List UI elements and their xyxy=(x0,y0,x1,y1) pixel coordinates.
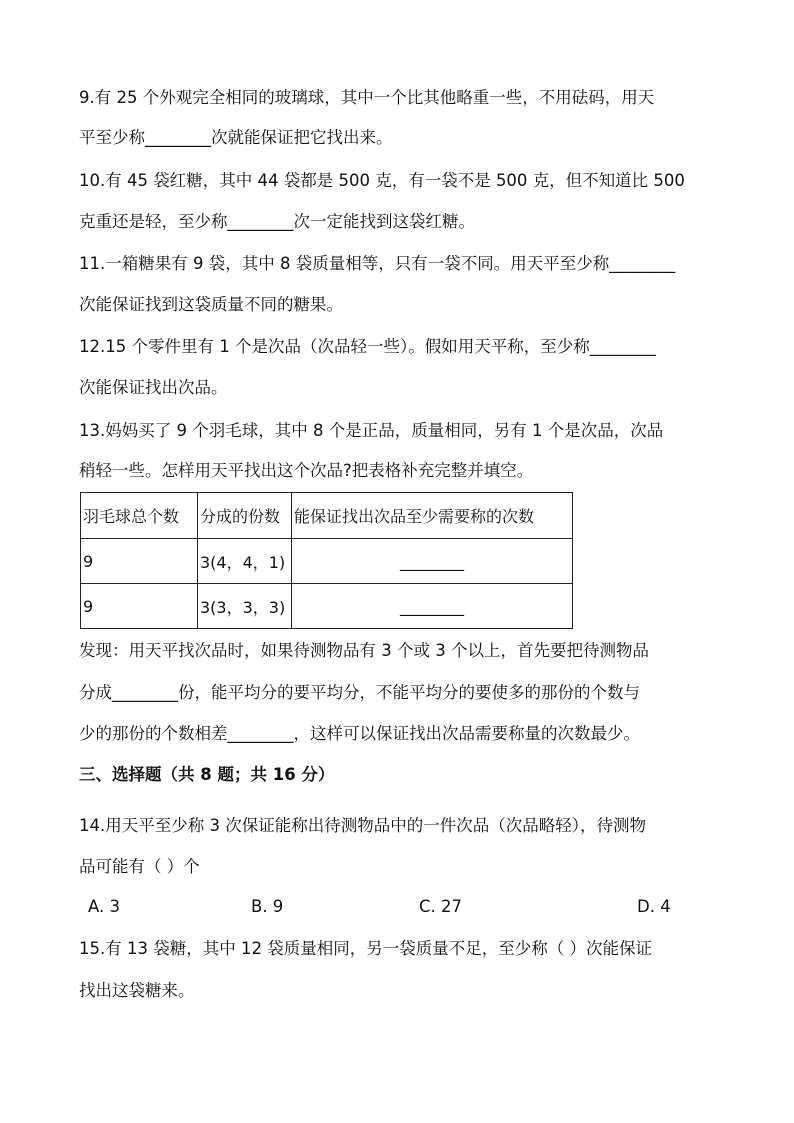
header-total-count: 羽毛球总个数 xyxy=(81,493,198,539)
q14-line-2: 品可能有（ ）个 xyxy=(79,857,200,876)
q13-line-2: 稍轻一些。怎样用天平找出这个次品?把表格补充完整并填空。 xyxy=(79,461,534,480)
q10-line-2 xyxy=(79,211,734,233)
finding-line-3 xyxy=(79,723,734,745)
q11-line-2: 次能保证找到这袋质量不同的糖果。 xyxy=(79,295,343,314)
finding-line-2 xyxy=(79,682,734,704)
section-heading: 三、选择题（共 8 题；共 16 分） xyxy=(79,765,335,784)
table-row xyxy=(81,584,573,629)
q12-line-2: 次能保证找出次品。 xyxy=(79,378,228,397)
finding-answer-blank-1[interactable]: ________ xyxy=(112,683,178,702)
cell-total: 9 xyxy=(81,584,198,629)
finding-text-a: 分成 xyxy=(79,683,112,702)
header-groups: 分成的份数 xyxy=(198,493,292,539)
q9-text-b: 次就能保证把它找出来。 xyxy=(211,128,393,147)
q9-text-a: 平至少称 xyxy=(79,128,145,147)
cell-answer-blank[interactable]: ________ xyxy=(292,539,573,584)
table-header-row xyxy=(81,493,573,539)
finding-line-1: 发现：用天平找次品时，如果待测物品有 3 个或 3 个以上，首先要把待测物品 xyxy=(79,641,649,660)
header-min-weighings: 能保证找出次品至少需要称的次数 xyxy=(292,493,573,539)
finding-text-d: ，这样可以保证找出次品需要称量的次数最少。 xyxy=(293,724,640,743)
q15-line-2: 找出这袋糖来。 xyxy=(79,981,195,1000)
option-b[interactable]: B. 9 xyxy=(251,897,284,916)
q10-line-1: 10.有 45 袋红糖，其中 44 袋都是 500 克，有一袋不是 500 克，但不知道比 500 xyxy=(79,171,685,190)
option-c[interactable]: C. 27 xyxy=(419,897,463,916)
q9-answer-blank[interactable]: ________ xyxy=(145,128,211,147)
q11-line-1 xyxy=(79,253,734,275)
q12-line-1 xyxy=(79,336,734,358)
q13-line-1: 13.妈妈买了 9 个羽毛球，其中 8 个是正品，质量相同，另有 1 个是次品，次品 xyxy=(79,421,664,440)
q12-text-a: 12.15 个零件里有 1 个是次品（次品轻一些）。假如用天平称，至少称 xyxy=(79,337,590,356)
q10-answer-blank[interactable]: ________ xyxy=(227,212,294,231)
q10-text-a: 克重还是轻，至少称 xyxy=(79,212,228,231)
cell-groups: 3(4，4，1) xyxy=(198,539,292,584)
finding-answer-blank-2[interactable]: ________ xyxy=(227,724,294,743)
finding-text-c: 少的那份的个数相差 xyxy=(79,724,228,743)
q13-table xyxy=(80,492,573,629)
cell-answer-blank[interactable]: ________ xyxy=(292,584,573,629)
q12-answer-blank[interactable]: ________ xyxy=(589,337,656,356)
q11-answer-blank[interactable]: ________ xyxy=(609,254,676,273)
q14-line-1: 14.用天平至少称 3 次保证能称出待测物品中的一件次品（次品略轻），待测物 xyxy=(79,816,646,835)
q9-line-2 xyxy=(79,127,734,149)
q11-text-a: 11.一箱糖果有 9 袋，其中 8 袋质量相等，只有一袋不同。用天平至少称 xyxy=(79,254,610,273)
option-d[interactable]: D. 4 xyxy=(637,897,671,916)
cell-groups: 3(3，3，3) xyxy=(198,584,292,629)
q9-line-1: 9.有 25 个外观完全相同的玻璃球，其中一个比其他略重一些，不用砝码，用天 xyxy=(79,88,655,107)
q15-line-1: 15.有 13 袋糖，其中 12 袋质量相同，另一袋质量不足，至少称（ ）次能保证 xyxy=(79,939,652,958)
table-row xyxy=(81,539,573,584)
finding-text-b: 份，能平均分的要平均分，不能平均分的要使多的那份的个数与 xyxy=(178,683,640,702)
q10-text-b: 次一定能找到这袋红糖。 xyxy=(293,212,475,231)
option-a[interactable]: A. 3 xyxy=(88,897,120,916)
cell-total: 9 xyxy=(81,539,198,584)
